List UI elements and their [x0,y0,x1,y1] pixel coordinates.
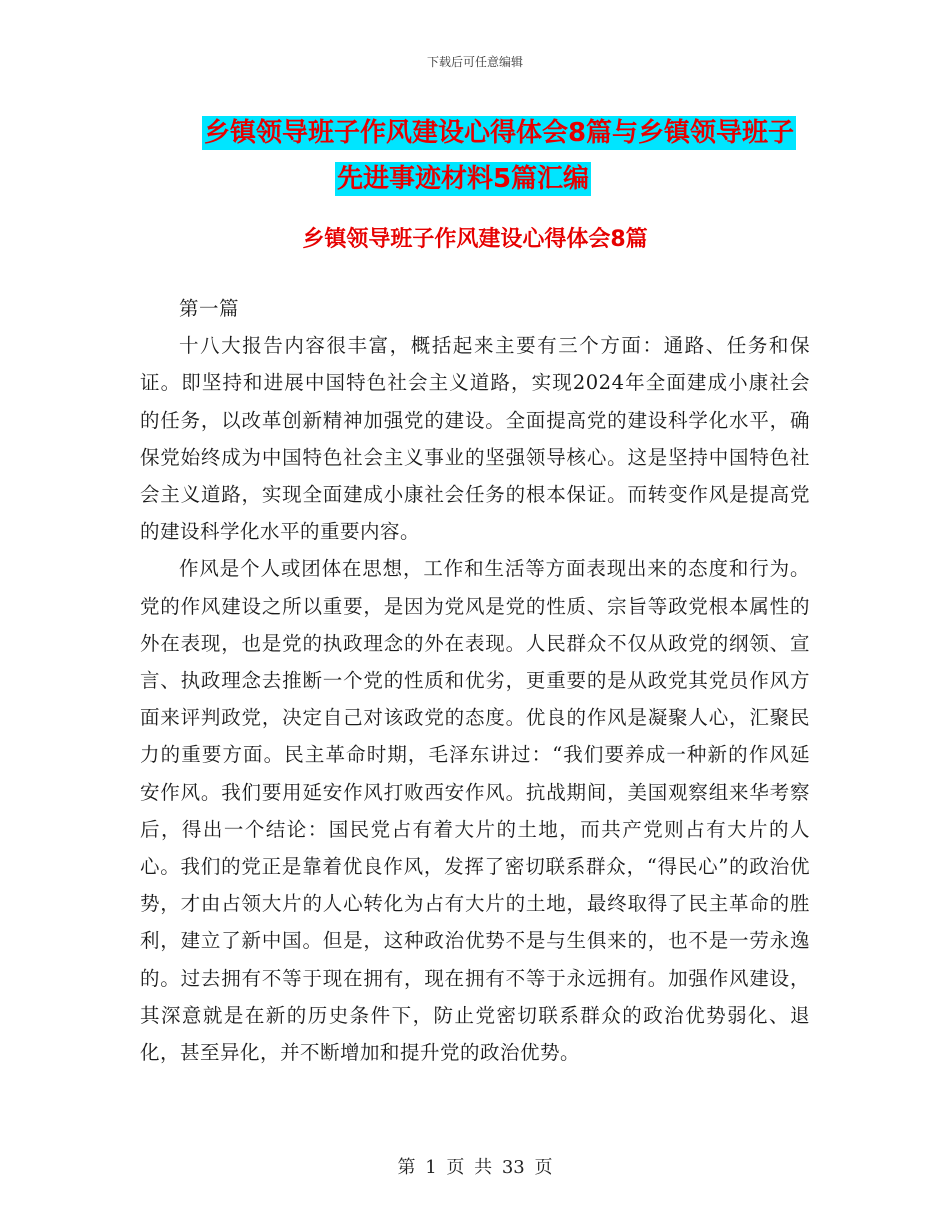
document-title-line-1: 乡镇领导班子作风建设心得体会8篇与乡镇领导班子 [203,118,795,148]
body-paragraph: 十八大报告内容很丰富，概括起来主要有三个方面：通路、任务和保证。即坚持和进展中国特色社会主义道路，实现2024年全面建成小康社会的任务，以改革创新精神加强党的建设。全面提高党的建设科学化水平，确保党始终成为中国特色社会主义事业的坚强领导核心。这是坚持中国特色社会主义道路，实现全面建成小康社会任务的根本保证。而转变作风是提高党的建设科学化水平的重要内容。 [140,334,810,544]
document-body [140,290,810,1071]
chapter-label: 第一篇 [179,297,240,320]
section-title: 乡镇领导班子作风建设心得体会8篇 [302,227,648,252]
body-paragraph: 作风是个人或团体在思想，工作和生活等方面表现出来的态度和行为。党的作风建设之所以重要，是因为党风是党的性质、宗旨等政党根本属性的外在表现，也是党的执政理念的外在表现。人民群众不仅从政党的纲领、宣言、执政理念去推断一个党的性质和优劣，更重要的是从政党其党员作风方面来评判政党，决定自己对该政党的态度。优良的作风是凝聚人心，汇聚民力的重要方面。民主革命时期，毛泽东讲过：“我们要养成一种新的作风延安作风。我们要用延安作风打败西安作风。抗战期间，美国观察组来华考察后，得出一个结论：国民党占有着大片的土地，而共产党则占有大片的人心。我们的党正是靠着优良作风，发挥了密切联系群众，“得民心”的政治优势，才由占领大片的人心转化为占有大片的土地，最终取得了民主革命的胜利，建立了新中国。但是，这种政治优势不是与生俱来的，也不是一劳永逸的。过去拥有不等于现在拥有，现在拥有不等于永远拥有。加强作风建设，其深意就是在新的历史条件下，防止党密切联系群众的政治优势弱化、退化，甚至异化，并不断增加和提升党的政治优势。 [140,557,810,1065]
document-title-line-2: 先进事迹材料5篇汇编 [336,164,590,194]
document-title [0,110,950,202]
page-number-footer: 第 1 页 共 33 页 [397,1157,553,1178]
page-header-note: 下载后可任意编辑 [426,55,523,69]
